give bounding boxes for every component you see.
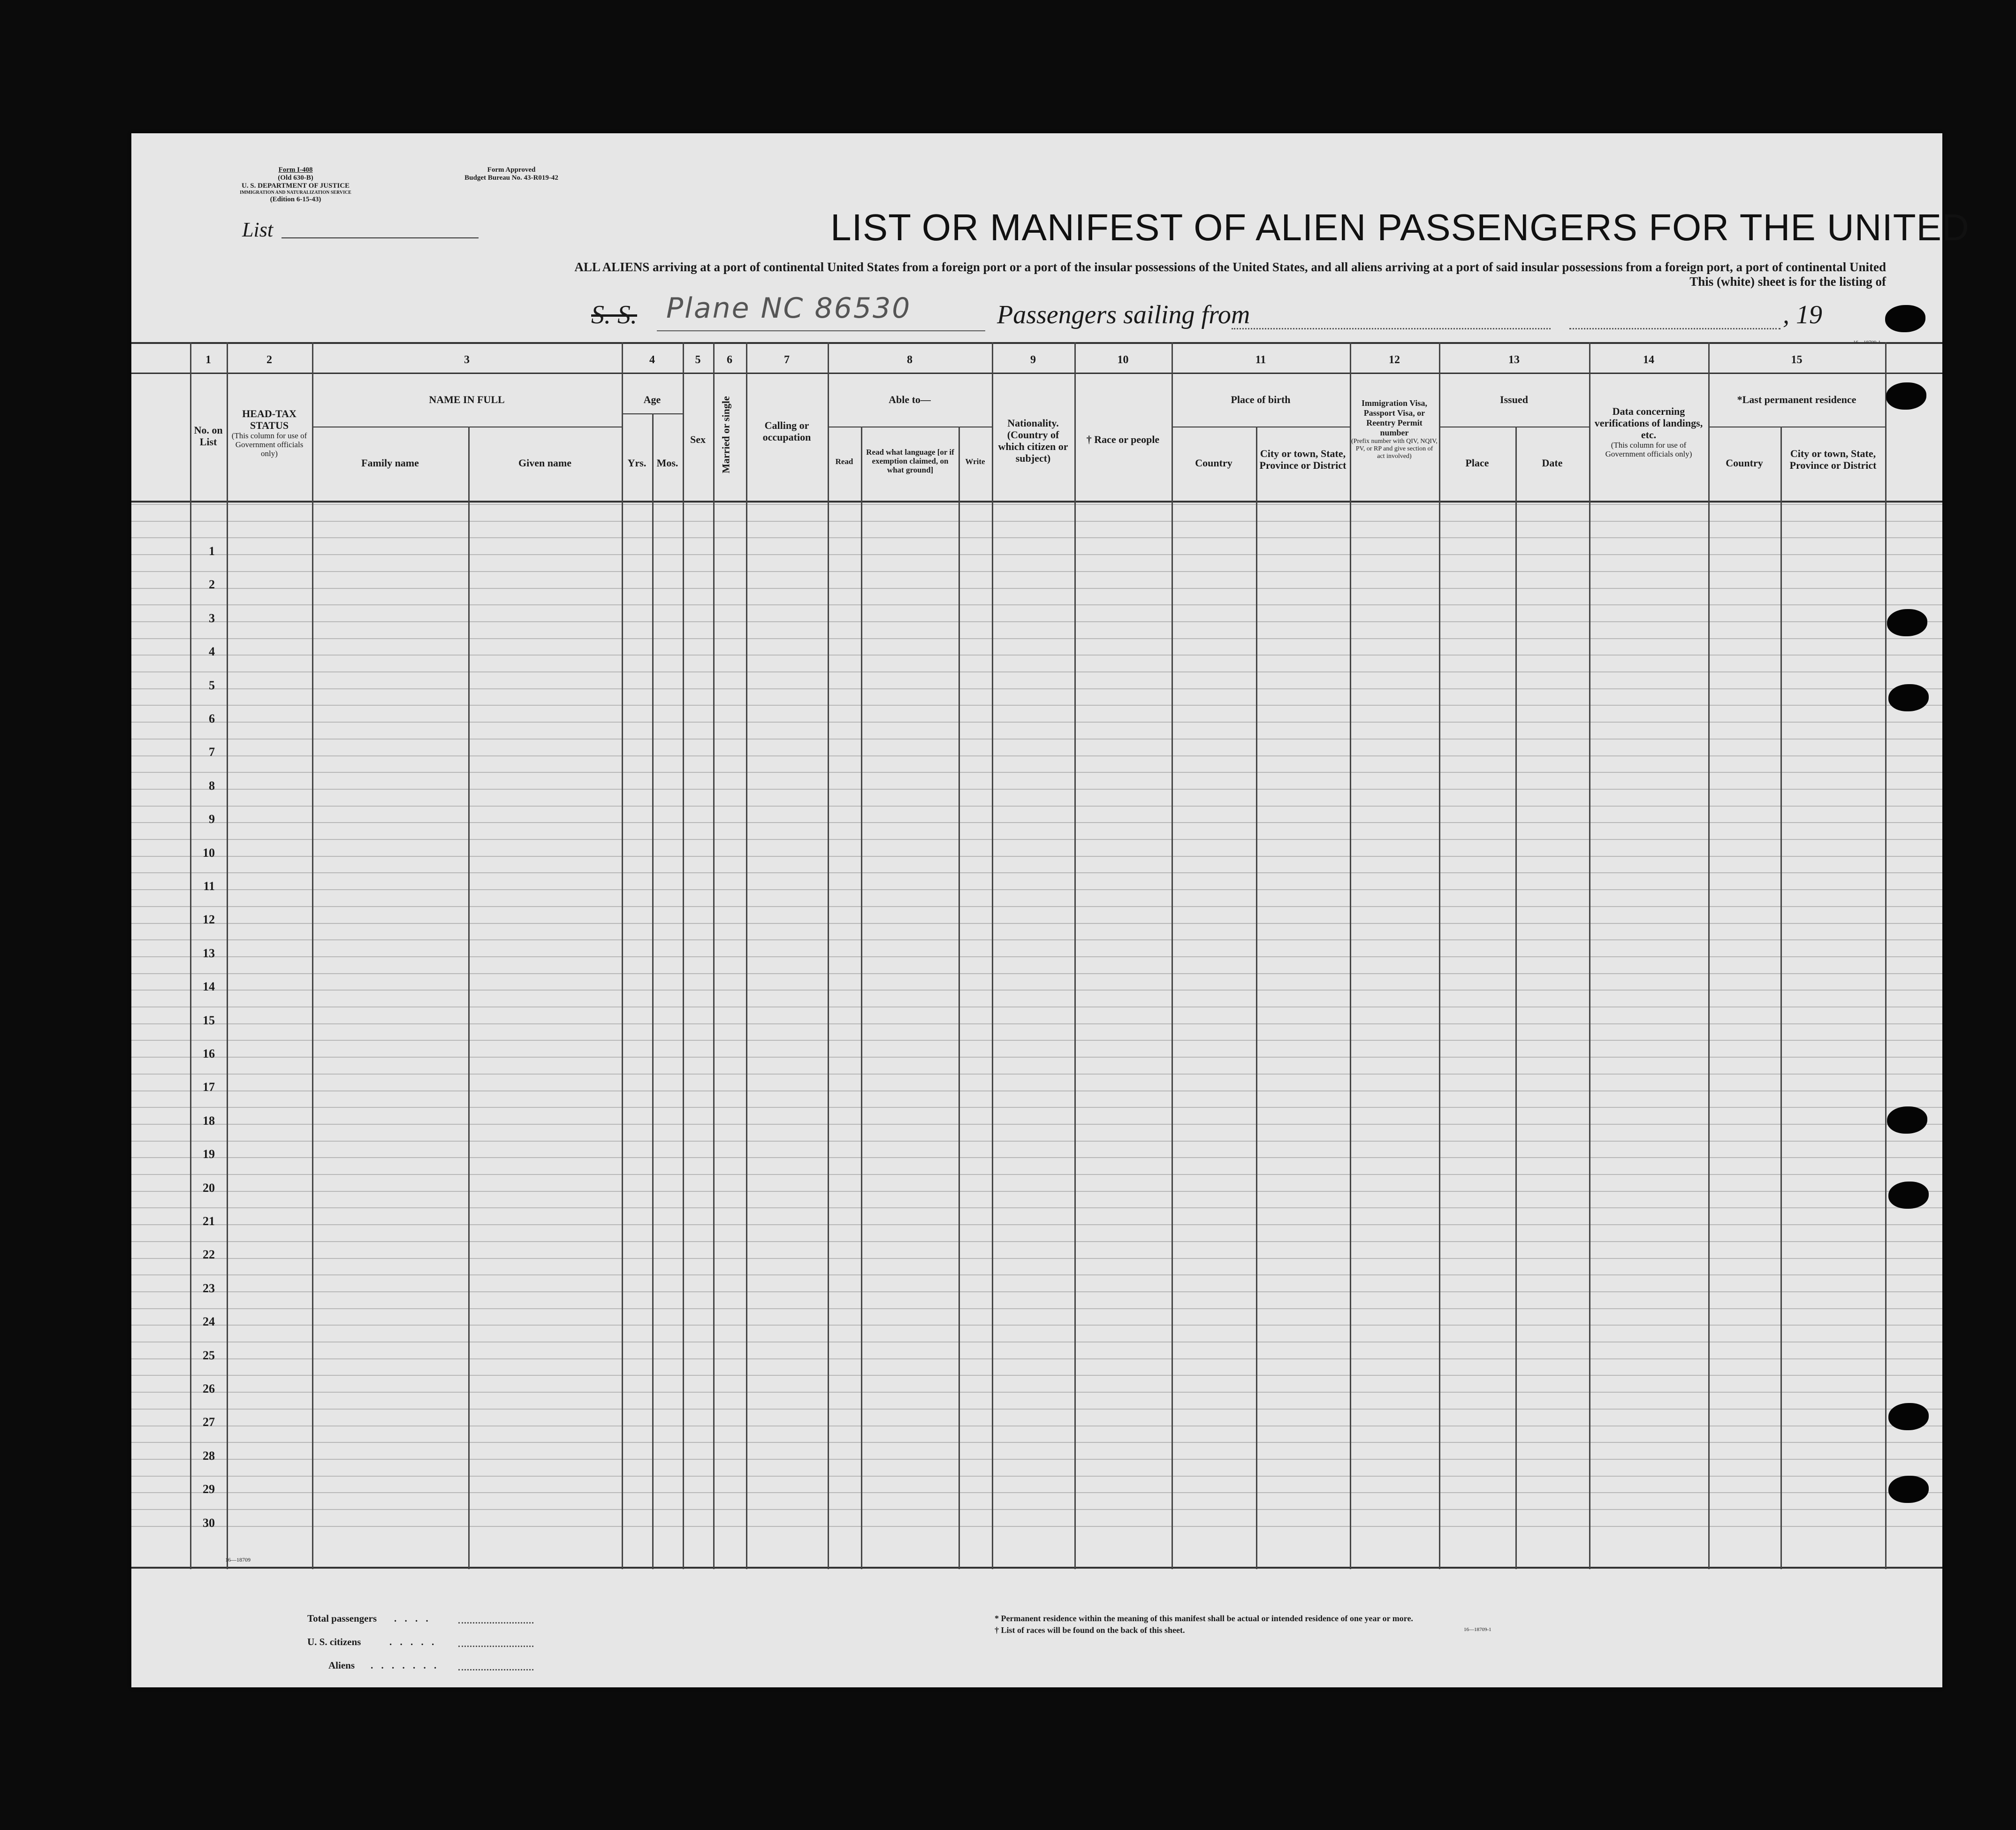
- row-rule: [131, 1526, 1942, 1527]
- row-number: 11: [203, 879, 215, 893]
- dot-leader: . . . . . . .: [371, 1660, 440, 1671]
- col-family-name: Family name: [361, 457, 419, 469]
- col-line: [1885, 342, 1887, 1569]
- col-line: [992, 342, 993, 1569]
- binder-hole: [1888, 1403, 1929, 1430]
- row-rule: [131, 671, 1942, 672]
- row-rule: [131, 1442, 1942, 1443]
- row-rule: [131, 772, 1942, 773]
- us-citizens-label: U. S. citizens: [307, 1636, 361, 1647]
- row-number: 4: [209, 645, 215, 659]
- row-rule: [131, 1207, 1942, 1208]
- row-rule: [131, 1157, 1942, 1158]
- row-rule: [131, 1291, 1942, 1292]
- row-number: 27: [203, 1415, 215, 1429]
- row-number: 8: [209, 778, 215, 793]
- col-line: [652, 413, 654, 1569]
- row-rule: [131, 722, 1942, 723]
- row-rule: [131, 1090, 1942, 1091]
- colnum-7: 7: [784, 354, 790, 366]
- row-number: 2: [209, 578, 215, 592]
- manifest-sheet: [131, 133, 1970, 1687]
- colnum-4: 4: [649, 354, 655, 366]
- row-number: 7: [209, 745, 215, 759]
- row-rule: [131, 1325, 1942, 1326]
- row-number: 23: [203, 1281, 215, 1295]
- row-number: 20: [203, 1181, 215, 1195]
- form-approved: Form Approved: [487, 166, 536, 174]
- row-rule: [131, 1392, 1942, 1393]
- dot-leader: . . . .: [394, 1613, 431, 1624]
- table-top-line: [131, 342, 1942, 344]
- row-rule: [131, 1224, 1942, 1225]
- row-number: 18: [203, 1113, 215, 1128]
- dot-leader: . . . . .: [389, 1636, 437, 1647]
- row-number: 29: [203, 1482, 215, 1496]
- binder-hole: [1888, 1182, 1929, 1209]
- col-line: [468, 427, 470, 1569]
- instructions: [574, 260, 1886, 289]
- row-rule: [131, 806, 1942, 807]
- date-blank: [1569, 328, 1780, 329]
- col-sex: Sex: [690, 434, 706, 445]
- col-calling: Calling or occupation: [762, 419, 811, 443]
- row-number: 17: [203, 1080, 215, 1094]
- col-residence-country: Country: [1726, 457, 1763, 469]
- row-rule: [131, 1409, 1942, 1410]
- row-rule: [131, 1023, 1942, 1024]
- row-number: 30: [203, 1516, 215, 1530]
- col-issued-date: Date: [1542, 457, 1563, 469]
- col-nationality: Nationality. (Country of which citizen or subject): [998, 417, 1068, 464]
- row-rule: [131, 839, 1942, 840]
- row-number: 3: [209, 611, 215, 625]
- col-line: [1589, 342, 1590, 1569]
- col-line: [828, 342, 829, 1569]
- col-line: [713, 342, 715, 1569]
- footnote-residence: * Permanent residence within the meaning of this manifest shall be actual or intended residence of one year or more.: [995, 1614, 1413, 1623]
- row-rule: [131, 973, 1942, 974]
- row-rule: [131, 956, 1942, 957]
- binder-hole: [1888, 1476, 1929, 1503]
- row-rule: [131, 621, 1942, 622]
- list-label: List: [242, 218, 274, 241]
- col-line: [1256, 427, 1257, 1569]
- row-number: 22: [203, 1248, 215, 1262]
- row-rule: [131, 1375, 1942, 1376]
- colnum-10: 10: [1117, 354, 1129, 366]
- colnum-2: 2: [266, 354, 272, 366]
- row-rule: [131, 604, 1942, 605]
- row-rule: [131, 1006, 1942, 1007]
- form-code-foot: 16—18709-1: [1464, 1627, 1491, 1632]
- col-birth-country: Country: [1195, 457, 1232, 469]
- vessel-name-line: [657, 330, 985, 331]
- row-rule: [131, 822, 1942, 823]
- colnum-14: 14: [1643, 354, 1654, 366]
- instructions-line1: ALL ALIENS arriving at a port of continental United States from a foreign port or a port of the insular possessions of the United States, and all aliens arriving at a port of said insular possessions from a foreign port, a port of continental United: [574, 260, 1886, 274]
- col-line: [1074, 342, 1076, 1569]
- page-title: LIST OR MANIFEST OF ALIEN PASSENGERS FOR THE UNITED: [830, 206, 1970, 248]
- ss-label: S. S.: [591, 300, 637, 329]
- list-blank: [281, 237, 479, 238]
- row-rule: [131, 1258, 1942, 1259]
- row-rule: [131, 872, 1942, 873]
- row-rule: [131, 856, 1942, 857]
- us-citizens-blank: [458, 1646, 533, 1647]
- service-name: IMMIGRATION AND NATURALIZATION SERVICE: [240, 190, 351, 195]
- colnum-5: 5: [695, 354, 701, 366]
- row-rule: [131, 588, 1942, 589]
- col-no-on-list: No. on List: [194, 424, 223, 448]
- row-number: 24: [203, 1315, 215, 1329]
- row-number: 6: [209, 712, 215, 725]
- col-head-tax: [227, 408, 312, 458]
- row-rule: [131, 1274, 1942, 1275]
- row-number: 19: [203, 1147, 215, 1161]
- table-bottom-line: [131, 1567, 1942, 1569]
- colnum-15: 15: [1791, 354, 1803, 366]
- col-last-residence: *Last permanent residence: [1737, 394, 1856, 405]
- col-name-in-full: NAME IN FULL: [429, 394, 505, 405]
- colnum-11: 11: [1255, 354, 1266, 366]
- row-rule: [131, 1174, 1942, 1175]
- row-number: 12: [203, 913, 215, 927]
- row-rule: [131, 923, 1942, 924]
- col-line: [1780, 427, 1782, 1569]
- year-prefix: , 19: [1783, 300, 1822, 329]
- row-number: 1: [209, 544, 215, 558]
- row-rule: [131, 1141, 1942, 1142]
- instructions-line2: This (white) sheet is for the listing of: [1689, 274, 1886, 289]
- head-tax-note: (This column for use of Government officials only): [231, 431, 307, 458]
- row-rule: [131, 705, 1942, 706]
- approval-block: [436, 166, 586, 182]
- col-verification: [1591, 405, 1706, 458]
- visa-note: (Prefix number with QIV, NQIV, PV, or RP and give section of act involved): [1351, 438, 1438, 460]
- col-line: [1350, 342, 1351, 1569]
- colnum-8: 8: [907, 354, 913, 366]
- total-passengers-blank: [458, 1622, 533, 1624]
- col-line: [622, 342, 623, 1569]
- row-number: 25: [203, 1348, 215, 1362]
- sailing-from-blank: [1232, 328, 1551, 329]
- col-line: [1708, 342, 1710, 1569]
- row-rule: [131, 1459, 1942, 1460]
- verification-label: Data concerning verifications of landings, etc.: [1594, 405, 1703, 441]
- edition: (Edition 6-15-43): [270, 196, 321, 203]
- col-write: Write: [965, 457, 985, 466]
- vessel-name-handwritten: Plane NC 86530: [666, 292, 912, 325]
- row-rule: [131, 1107, 1942, 1108]
- colnum-line: [131, 373, 1942, 374]
- col-age-mos: Mos.: [656, 457, 678, 469]
- row-number: 9: [209, 812, 215, 826]
- col-visa: [1351, 398, 1438, 460]
- row-rule: [131, 504, 1942, 505]
- form-id-block: [221, 166, 371, 204]
- col-able-to: Able to—: [889, 394, 931, 405]
- visa-label: Immigration Visa, Passport Visa, or Reentry Permit number: [1361, 398, 1427, 437]
- row-number: 16: [203, 1047, 215, 1060]
- row-number: 13: [203, 946, 215, 960]
- row-rule: [131, 655, 1942, 656]
- row-number: 14: [203, 980, 215, 994]
- row-number: 15: [203, 1013, 215, 1027]
- row-rule: [131, 939, 1942, 940]
- col-line: [861, 427, 862, 1569]
- row-rule: [131, 638, 1942, 639]
- row-rule: [131, 1057, 1942, 1058]
- row-number: 10: [203, 846, 215, 860]
- budget-bureau: Budget Bureau No. 43-R019-42: [464, 174, 558, 182]
- col-line: [683, 342, 684, 1569]
- col-line: [959, 427, 960, 1569]
- head-tax-label: HEAD-TAX STATUS: [242, 408, 297, 431]
- verification-note: (This column for use of Government officials only): [1605, 441, 1692, 458]
- row-rule: [131, 1241, 1942, 1242]
- aliens-blank: [458, 1669, 533, 1670]
- col-line: [1172, 342, 1173, 1569]
- row-rule: [131, 554, 1942, 555]
- total-passengers-label: Total passengers: [307, 1613, 377, 1624]
- col-place-of-birth: Place of birth: [1231, 394, 1291, 405]
- aliens-label: Aliens: [328, 1660, 355, 1671]
- row-rule: [131, 789, 1942, 790]
- row-number: 21: [203, 1214, 215, 1228]
- colnum-9: 9: [1030, 354, 1036, 366]
- binder-hole: [1885, 305, 1925, 332]
- row-rule: [131, 1358, 1942, 1359]
- form-number: Form I-408: [278, 166, 313, 174]
- col-race: † Race or people: [1086, 434, 1160, 445]
- row-rule: [131, 889, 1942, 890]
- row-rule: [131, 1509, 1942, 1510]
- col-residence-city: City or town, State, Province or District: [1789, 448, 1877, 471]
- binder-hole: [1887, 1106, 1927, 1134]
- row-rule: [131, 521, 1942, 522]
- row-rule: [131, 1492, 1942, 1493]
- row-rule: [131, 1308, 1942, 1309]
- form-code-left: 16—18709: [225, 1556, 251, 1563]
- col-line: [746, 342, 747, 1569]
- col-line: [227, 342, 228, 1569]
- col-birth-city: City or town, State, Province or District: [1259, 448, 1347, 471]
- colnum-3: 3: [464, 354, 470, 366]
- row-number: 28: [203, 1449, 215, 1463]
- colnum-12: 12: [1389, 354, 1400, 366]
- row-rule: [131, 571, 1942, 572]
- old-form-number: (Old 630-B): [278, 174, 313, 182]
- colnum-6: 6: [727, 354, 732, 366]
- col-age-yrs: Yrs.: [627, 457, 647, 469]
- colnum-13: 13: [1508, 354, 1520, 366]
- row-number: 26: [203, 1382, 215, 1395]
- binder-hole: [1888, 684, 1929, 711]
- col-age: Age: [643, 394, 661, 405]
- department-name: U. S. DEPARTMENT OF JUSTICE: [241, 182, 350, 190]
- sailing-from-label: Passengers sailing from: [997, 300, 1250, 329]
- col-married-single: Married or single: [720, 396, 732, 473]
- header-bottom-line: [131, 501, 1942, 503]
- row-rule: [131, 1040, 1942, 1041]
- footnote-races: † List of races will be found on the back of this sheet.: [995, 1625, 1185, 1635]
- row-rule: [131, 739, 1942, 740]
- row-rule: [131, 755, 1942, 756]
- row-rule: [131, 990, 1942, 991]
- col-line: [312, 342, 313, 1569]
- row-rule: [131, 1074, 1942, 1075]
- row-rule: [131, 1191, 1942, 1192]
- col-given-name: Given name: [518, 457, 572, 469]
- row-number: 5: [209, 678, 215, 692]
- row-rule: [131, 537, 1942, 538]
- binder-hole: [1886, 382, 1926, 410]
- col-issued-place: Place: [1465, 457, 1489, 469]
- row-rule: [131, 1124, 1942, 1125]
- col-read-language: Read what language [or if exemption claimed, on what ground]: [866, 448, 954, 474]
- col-read: Read: [835, 457, 853, 466]
- colnum-1: 1: [205, 354, 211, 366]
- col-line: [1439, 342, 1440, 1569]
- col-issued: Issued: [1500, 394, 1528, 405]
- row-rule: [131, 906, 1942, 907]
- col-line: [1515, 427, 1517, 1569]
- row-rule: [131, 1476, 1942, 1477]
- row-rule: [131, 688, 1942, 689]
- binder-hole: [1887, 609, 1927, 636]
